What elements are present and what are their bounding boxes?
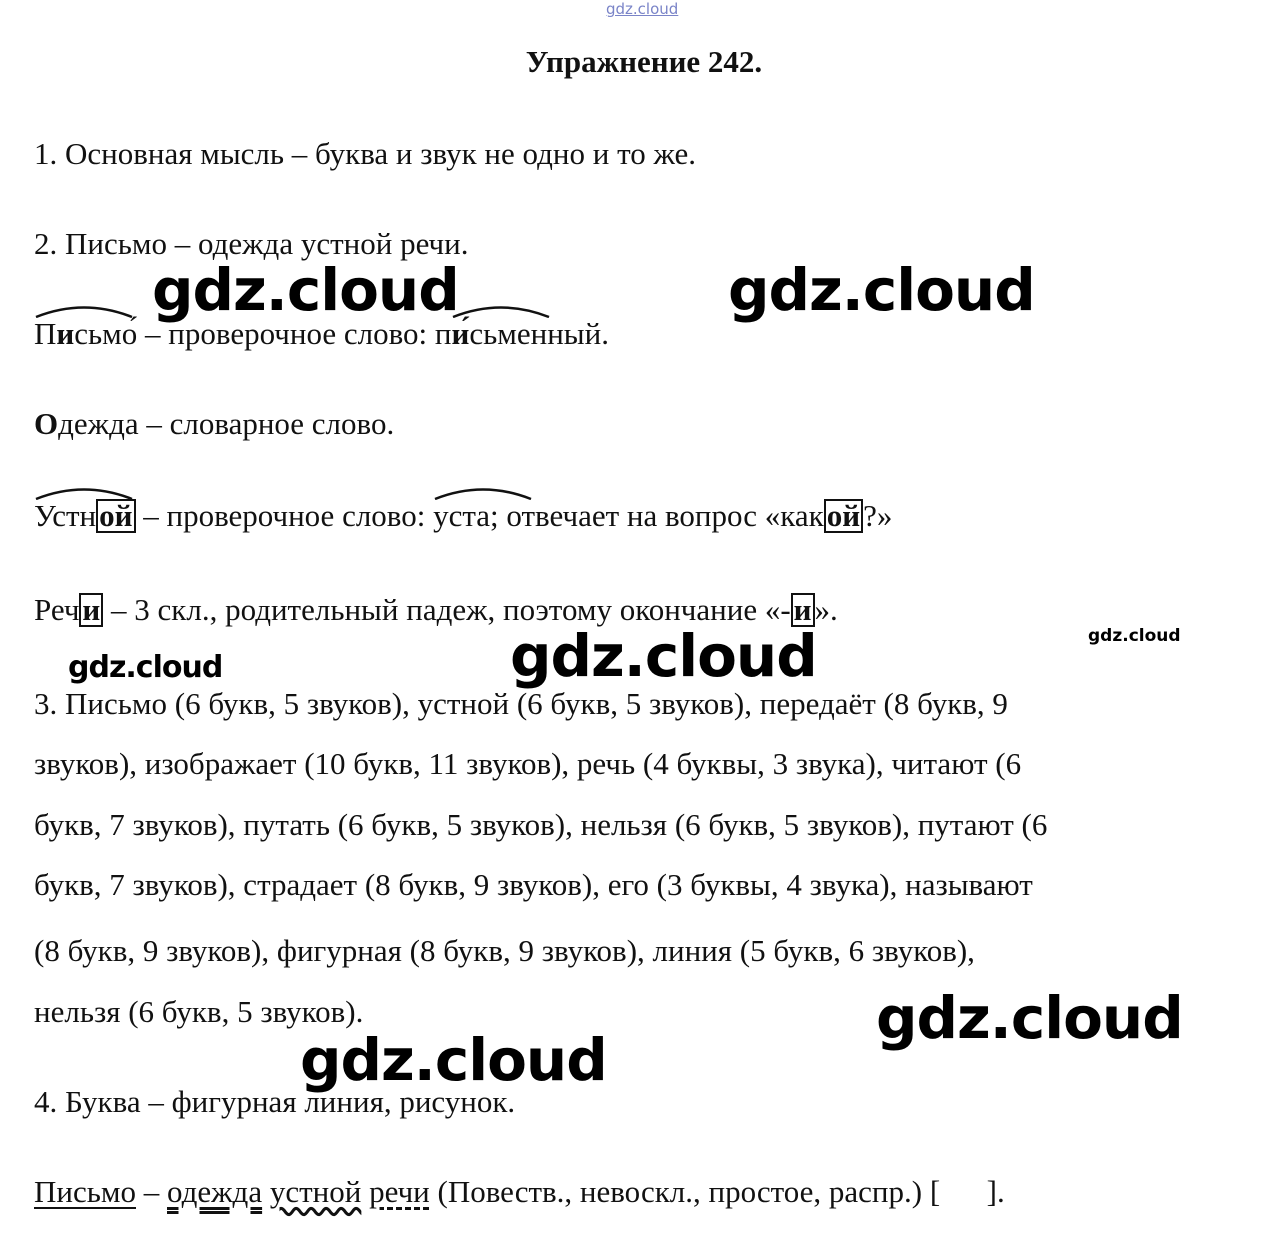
- ending-box: ой: [96, 499, 135, 533]
- ustnoy-check-line: Устной – проверочное слово: уста; отвечает на вопрос «какой?»: [34, 498, 892, 534]
- item-3-line-4: букв, 7 звуков), страдает (8 букв, 9 звуков), его (3 буквы, 4 звука), называют: [34, 867, 1033, 902]
- ending-box: ой: [824, 499, 863, 533]
- ending-box: и: [791, 593, 815, 627]
- watermark-text: gdz.cloud: [728, 256, 1035, 324]
- item-3-line-5: (8 букв, 9 звуков), фигурная (8 букв, 9 звуков), линия (5 букв, 6 звуков),: [34, 933, 975, 968]
- item-1: 1. Основная мысль – буква и звук не одно и то же.: [34, 136, 696, 171]
- pismo-root: Письмо́: [34, 316, 137, 352]
- ending-box: и: [79, 593, 103, 627]
- item-3-line-1: 3. Письмо (6 букв, 5 звуков), устной (6 букв, 5 звуков), передаёт (8 букв, 9: [34, 686, 1008, 721]
- watermark-text: gdz.cloud: [68, 650, 223, 685]
- item-3-line-6: нельзя (6 букв, 5 звуков).: [34, 994, 364, 1029]
- root-arc-icon: [34, 302, 134, 318]
- usta-root: уста: [433, 498, 490, 534]
- subject-word: Письмо: [34, 1174, 136, 1209]
- root-arc-icon: [451, 302, 551, 318]
- watermark-text: gdz.cloud: [876, 984, 1183, 1052]
- object-word: речи: [369, 1174, 430, 1209]
- ustnoy-root: Устн: [34, 498, 96, 534]
- odezhda-line: Одежда – словарное слово.: [34, 406, 395, 441]
- watermark-text: gdz.cloud: [510, 622, 817, 690]
- rechi-line: Речи – 3 скл., родительный падеж, поэтому окончание «-и».: [34, 592, 838, 627]
- attribute-word: устной: [269, 1174, 362, 1209]
- pismo-check-line: Письмо́ – проверочное слово: п и́сьменный.: [34, 316, 609, 352]
- root-arc-icon: [433, 484, 533, 500]
- watermark-text: gdz.cloud: [300, 1026, 607, 1094]
- watermark-text: gdz.cloud: [152, 256, 459, 324]
- item-3-line-3: букв, 7 звуков), путать (6 букв, 5 звуков), нельзя (6 букв, 5 звуков), путают (6: [34, 807, 1048, 842]
- sentence-analysis: Письмо – одежда устной речи (Повеств., невоскл., простое, распр.) [ ].: [34, 1174, 1005, 1209]
- watermark-text: gdz.cloud: [1088, 626, 1181, 646]
- watermark-top: gdz.cloud: [606, 0, 679, 18]
- root-arc-icon: [34, 484, 134, 500]
- exercise-title: Упражнение 242.: [525, 44, 763, 79]
- item-3-line-2: звуков), изображает (10 букв, 11 звуков), речь (4 буквы, 3 звука), читают (6: [34, 746, 1022, 781]
- pismenny-root: и́сьменный.: [451, 316, 609, 352]
- item-4: 4. Буква – фигурная линия, рисунок.: [34, 1084, 516, 1119]
- item-2: 2. Письмо – одежда устной речи.: [34, 226, 469, 261]
- predicate-word: одежда: [167, 1174, 263, 1209]
